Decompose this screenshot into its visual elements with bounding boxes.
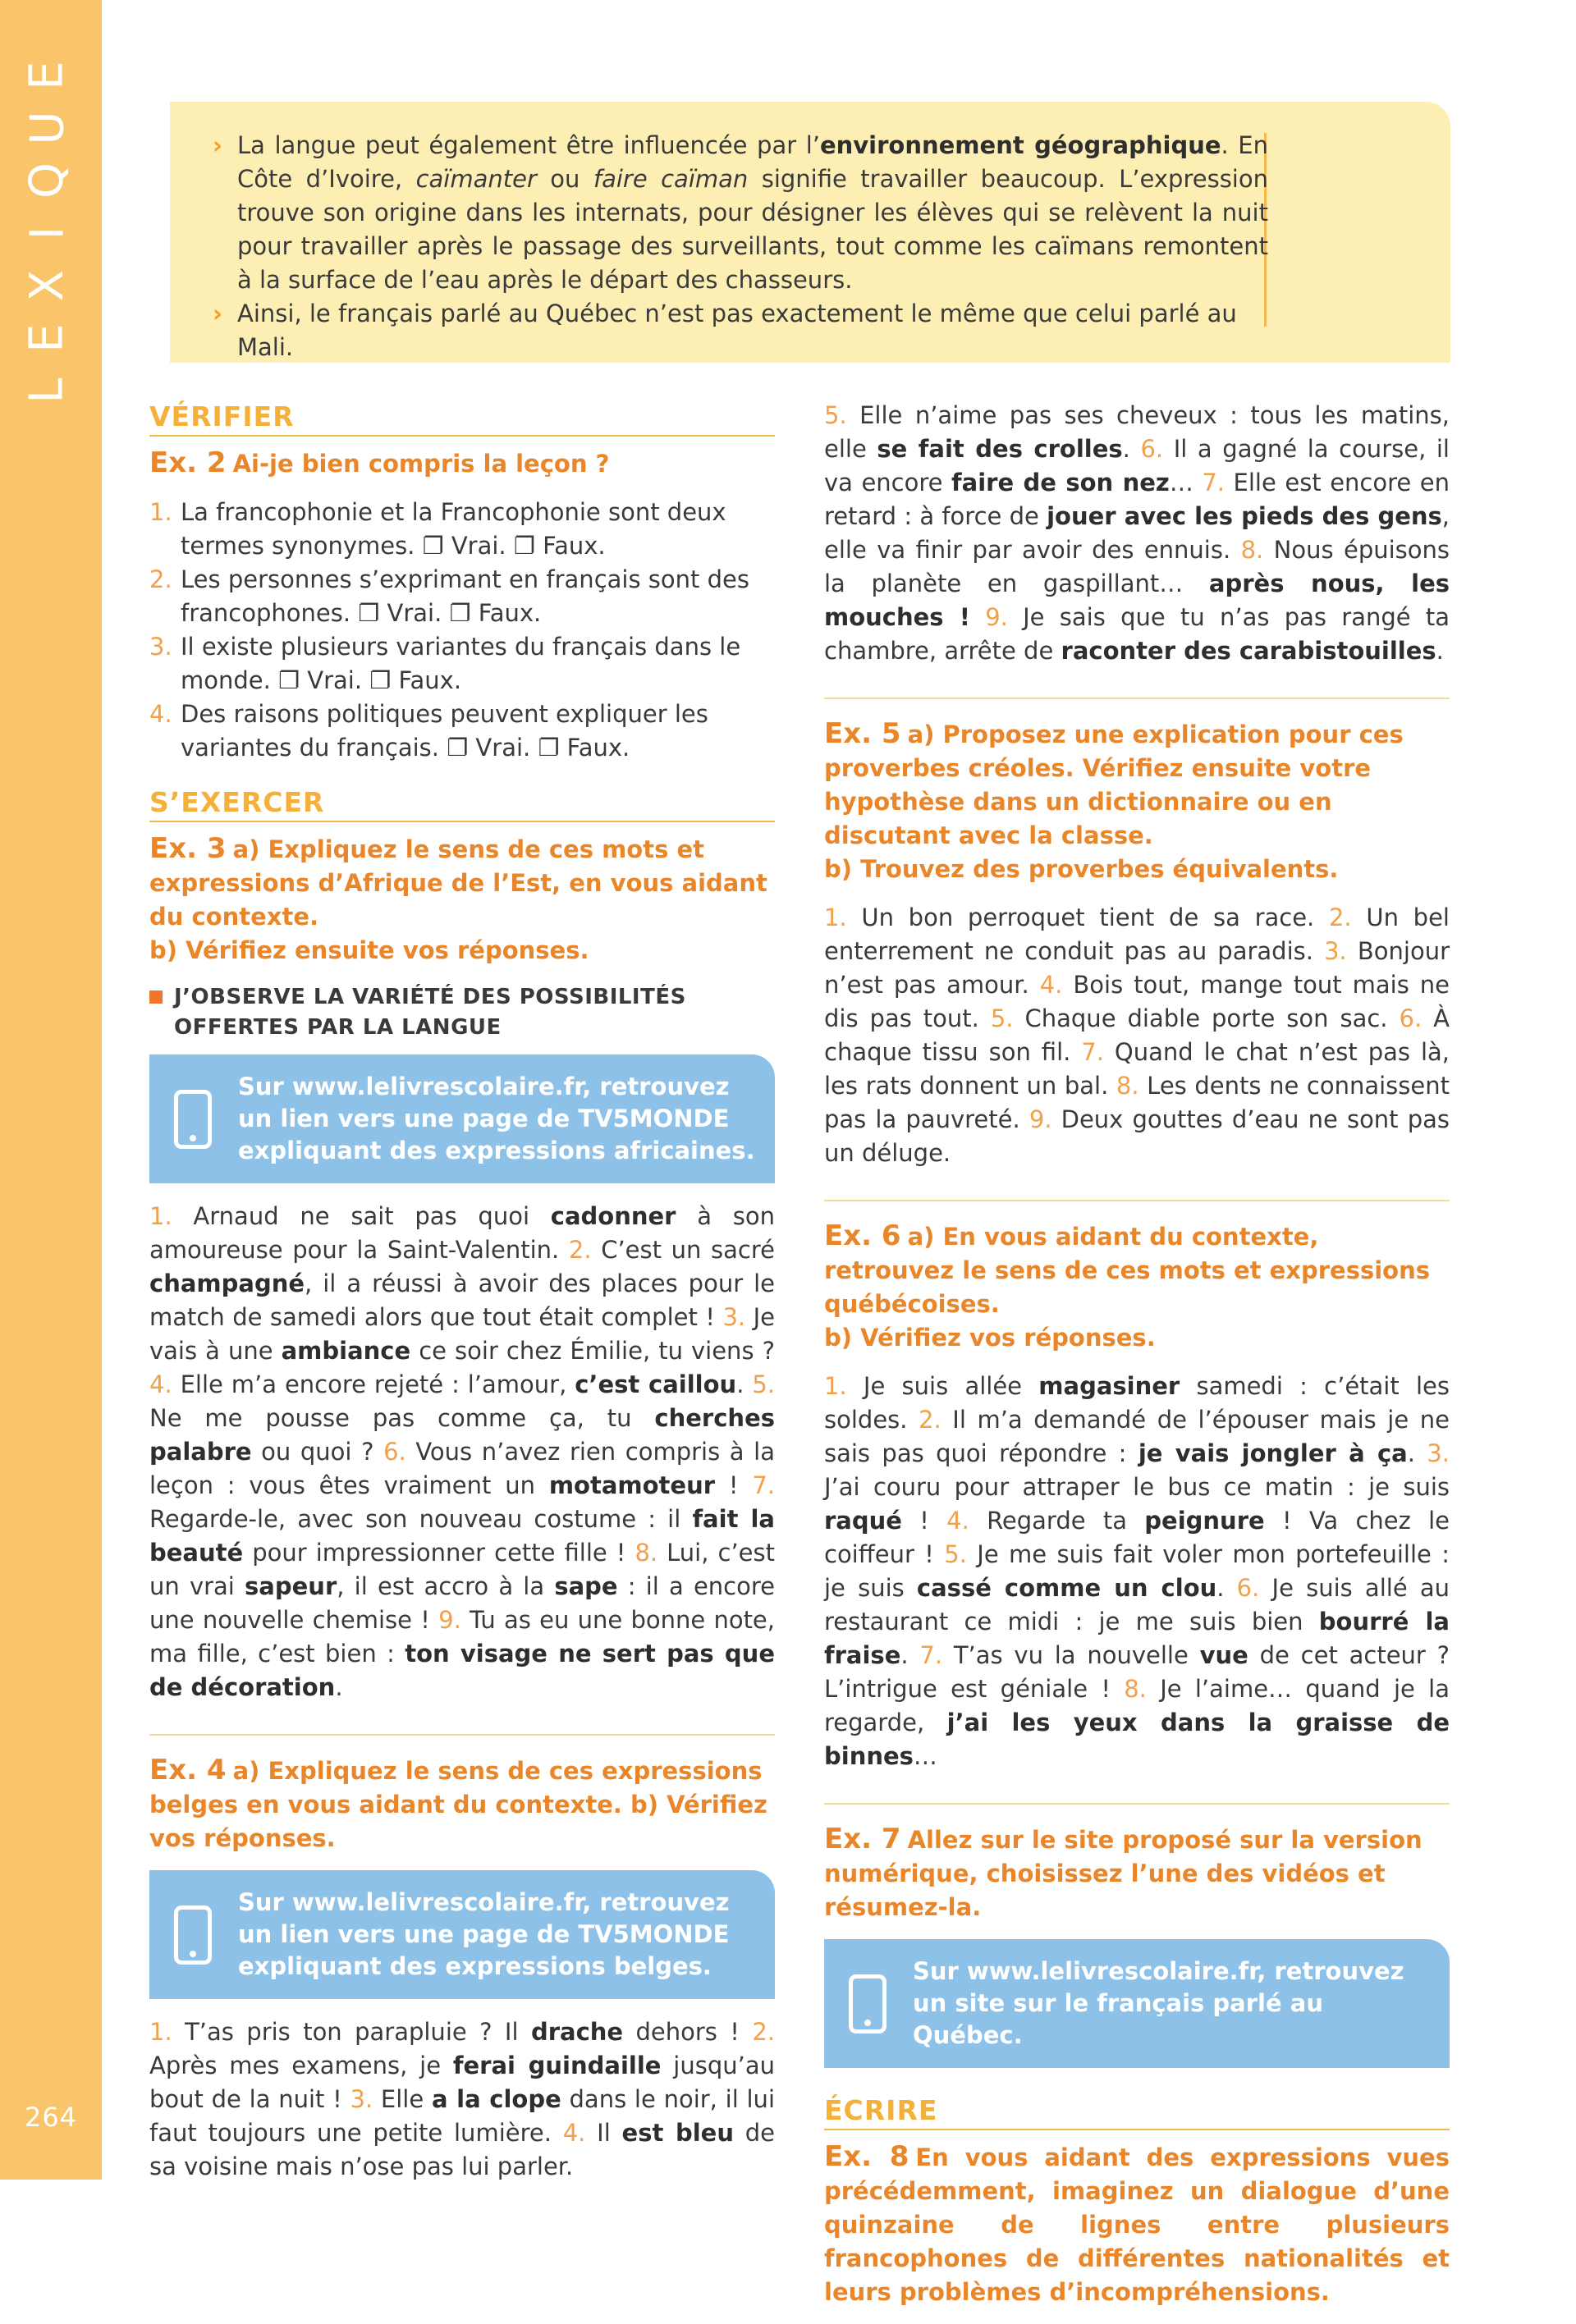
title-letter: L	[20, 377, 74, 404]
exercise-number: Ex. 2	[149, 446, 227, 479]
list-item	[149, 496, 775, 563]
expression-bold: j’ai les yeux dans la graisse de binnes	[824, 1709, 1450, 1770]
text-span: .	[736, 1370, 753, 1398]
exercise-title: Ai-je bien compris la leçon ?	[232, 450, 610, 478]
item-number: 5.	[824, 401, 847, 429]
text-span: Bois tout, mange tout mais ne dis pas tout.	[824, 971, 1450, 1032]
item-number: 9.	[438, 1606, 461, 1634]
intro-italic: caïmanter	[415, 165, 537, 193]
text-span: Vous n’avez rien compris à la leçon : vous êtes vraiment un	[149, 1438, 775, 1499]
expression-bold: après nous, les mouches !	[824, 570, 1450, 631]
chevron-icon: ›	[213, 300, 222, 327]
list-item	[149, 630, 775, 698]
expression-bold: jouer avec les pieds des gens	[1047, 502, 1442, 530]
exercise-8-title	[824, 2140, 1450, 2309]
intro-text-span: La langue peut également être influencée par l’	[237, 131, 820, 159]
resource-link-text[interactable]: Sur www.lelivrescolaire.fr, retrouvez un lien vers une page de TV5MONDE expliquant des expressions belges.	[238, 1888, 730, 1980]
text-span: .	[1436, 637, 1444, 665]
section-heading-ecrire: ÉCRIRE	[824, 2093, 1450, 2130]
intro-text-span: Ainsi, le français parlé au Québec n’est pas exactement le même que celui parlé au Mali.	[237, 300, 1237, 361]
expression-bold: fait la beauté	[149, 1505, 775, 1567]
text-span: …	[1169, 469, 1203, 496]
expression-bold: raconter des carabistouilles	[1061, 637, 1436, 665]
expression-bold: ton visage ne sert pas que de décoration	[149, 1640, 775, 1701]
text-span: de sa voisine mais n’ose pas lui parler.	[149, 2119, 776, 2180]
text-span: jusqu’au bout de la nuit !	[149, 2052, 775, 2113]
left-column	[149, 399, 775, 2184]
text-span: dehors !	[623, 2018, 753, 2046]
text-span: ou quoi ?	[251, 1438, 384, 1466]
item-text: Des raisons politiques peuvent expliquer les variantes du français. ❐ Vrai. ❐ Faux.	[181, 700, 708, 762]
resource-link-text[interactable]: Sur www.lelivrescolaire.fr, retrouvez un site sur le français parlé au Québec.	[913, 1957, 1404, 2049]
text-span: Les dents ne connaissent pas la pauvreté.	[824, 1072, 1450, 1133]
text-span: Je sais que tu n’as pas rangé ta chambre, arrête de	[824, 603, 1450, 665]
item-number: 7.	[752, 1471, 775, 1499]
item-number: 1.	[824, 1372, 847, 1400]
text-span: J’ai couru pour attraper le bus ce matin : je suis	[824, 1473, 1450, 1501]
divider	[149, 1734, 775, 1736]
exercise-2-list	[149, 496, 775, 765]
text-span: T’as vu la nouvelle	[942, 1641, 1200, 1669]
text-span: !	[901, 1507, 947, 1535]
item-number: 4.	[149, 700, 172, 728]
resource-link-box[interactable]	[149, 1870, 775, 1999]
text-span: .	[1216, 1574, 1237, 1602]
text-span: .	[900, 1641, 920, 1669]
text-span: .	[1122, 435, 1141, 463]
title-letter: E	[20, 323, 74, 353]
text-span: à son amoureuse pour la Saint-Valentin.	[149, 1202, 775, 1264]
exercise-title: a) Expliquez le sens de ces mots et expressions d’Afrique de l’Est, en vous aidant du contexte.	[149, 835, 767, 931]
item-number: 5.	[990, 1004, 1014, 1032]
item-number: 2.	[752, 2018, 775, 2046]
title-letter: U	[21, 111, 74, 145]
item-number: 8.	[1116, 1072, 1139, 1100]
exercise-3-text	[149, 1200, 775, 1704]
expression-bold: peignure	[1144, 1507, 1265, 1535]
resource-link-text[interactable]: Sur www.lelivrescolaire.fr, retrouvez un lien vers une page de TV5MONDE expliquant des expressions africaines.	[238, 1073, 755, 1164]
exercise-title-b: b) Trouvez des proverbes équivalents.	[824, 855, 1339, 883]
item-text: Les personnes s’exprimant en français sont des francophones. ❐ Vrai. ❐ Faux.	[181, 565, 749, 627]
text-span: Elle	[373, 2085, 432, 2113]
text-span: dans le noir, il lui faut toujours une petite lumière.	[149, 2085, 775, 2147]
item-number: 7.	[919, 1641, 943, 1669]
resource-link-box[interactable]	[824, 1939, 1450, 2068]
expression-bold: bourré la fraise	[824, 1608, 1450, 1669]
intro-text	[213, 129, 1268, 364]
expression-bold: champagné	[149, 1270, 305, 1297]
exercise-title-b: b) Vérifiez vos réponses.	[824, 1324, 1156, 1352]
text-span: Il m’a demandé de l’épouser mais je ne sais pas quoi répondre :	[824, 1406, 1450, 1467]
text-span: Il a gagné la course, il va encore	[824, 435, 1450, 496]
text-span: Arnaud ne sait pas quoi	[172, 1202, 551, 1230]
expression-bold: a la clope	[431, 2085, 561, 2113]
expression-bold: vue	[1199, 1641, 1248, 1669]
item-number: 7.	[1081, 1038, 1104, 1066]
expression-bold: est bleu	[621, 2119, 734, 2147]
text-span: À chaque tissu son fil.	[824, 1004, 1450, 1066]
title-letter: E	[20, 61, 74, 90]
exercise-title-b: b) Vérifiez ensuite vos réponses.	[149, 936, 589, 964]
text-span: Je vais à une	[149, 1303, 775, 1365]
exercise-4-text-continued	[824, 399, 1450, 668]
item-number: 2.	[919, 1406, 941, 1434]
item-number: 3.	[1324, 937, 1347, 965]
expression-bold: magasiner	[1038, 1372, 1180, 1400]
item-number: 4.	[562, 2119, 586, 2147]
text-span: Il	[585, 2119, 622, 2147]
item-number: 6.	[1140, 435, 1164, 463]
resource-link-box[interactable]	[149, 1054, 775, 1183]
section-heading-verifier: VÉRIFIER	[149, 399, 775, 437]
expression-bold: se fait des crolles	[877, 435, 1123, 463]
item-text: La francophonie et la Francophonie sont deux termes synonymes. ❐ Vrai. ❐ Faux.	[181, 498, 726, 560]
exercise-number: Ex. 8	[824, 2140, 909, 2173]
exercise-title: a) En vous aidant du contexte, retrouvez le sens de ces mots et expressions québécoises.	[824, 1223, 1431, 1318]
item-number: 2.	[1328, 904, 1352, 931]
text-span: Un bel enterrement ne conduit pas au paradis.	[824, 904, 1450, 965]
title-letter: I	[20, 226, 74, 240]
text-span: Lui, c’est un vrai	[149, 1539, 775, 1600]
text-span: Chaque diable porte son sac.	[1013, 1004, 1400, 1032]
item-number: 6.	[1399, 1004, 1423, 1032]
expression-bold: ambiance	[281, 1337, 411, 1365]
intro-paragraph-2	[213, 297, 1268, 364]
text-span: …	[913, 1742, 937, 1770]
text-span: Je l’aime… quand je la regarde,	[824, 1675, 1450, 1736]
exercise-title: Allez sur le site proposé sur la version numérique, choisissez l’une des vidéos et résumez-la.	[824, 1826, 1423, 1921]
intro-text-span: ou	[536, 165, 593, 193]
exercise-5-text	[824, 901, 1450, 1170]
text-span: de cet acteur ? L’intrigue est géniale !	[824, 1641, 1450, 1703]
intro-italic: faire caïman	[593, 165, 749, 193]
item-number: 5.	[944, 1540, 967, 1568]
exercise-5-title	[824, 717, 1450, 886]
phone-icon	[174, 1090, 212, 1149]
title-letter: X	[21, 269, 74, 302]
section-title-vertical	[20, 49, 75, 417]
text-span: Deux gouttes d’eau ne sont pas un déluge.	[824, 1105, 1450, 1167]
exercise-6-title	[824, 1219, 1450, 1355]
observe-note	[149, 982, 775, 1043]
exercise-7-title	[824, 1823, 1450, 1924]
text-span: , elle va finir par avoir des ennuis.	[824, 502, 1450, 564]
item-number: 3.	[1427, 1439, 1450, 1467]
chevron-icon: ›	[213, 131, 222, 159]
text-span: : il a encore une nouvelle chemise !	[149, 1572, 775, 1634]
item-number: 1.	[824, 904, 847, 931]
exercise-number: Ex. 6	[824, 1219, 901, 1252]
item-number: 3.	[149, 633, 172, 661]
text-span: Elle est encore en retard : à force de	[824, 469, 1450, 530]
text-span: Bonjour n’est pas amour.	[824, 937, 1450, 999]
item-number: 8.	[1124, 1675, 1147, 1703]
square-bullet-icon	[149, 990, 163, 1004]
text-span: ! Va chez le coiffeur !	[824, 1507, 1450, 1568]
item-number: 7.	[1202, 469, 1226, 496]
expression-bold: sape	[554, 1572, 618, 1600]
item-number: 3.	[350, 2085, 373, 2113]
item-number: 6.	[1236, 1574, 1260, 1602]
expression-bold: cherches palabre	[149, 1404, 775, 1466]
intro-text-span: signifie travailler beaucoup. L’expression trouve son origine dans les internats, pour désigner les élèves qui se relèvent la nuit pour travailler après le passage des surveillants, tout comme les caïmans remontent à la surface de l’eau après le départ des chasseurs.	[237, 165, 1268, 294]
text-span: C’est un sacré	[591, 1236, 776, 1264]
phone-icon	[849, 1974, 886, 2034]
text-span: ce soir chez Émilie, tu viens ?	[410, 1337, 775, 1365]
item-number: 8.	[1240, 536, 1264, 564]
phone-icon	[174, 1905, 212, 1965]
exercise-4-title	[149, 1754, 775, 1855]
item-number: 1.	[149, 498, 172, 526]
text-span: T’as pris ton parapluie ? Il	[172, 2018, 531, 2046]
exercise-6-text	[824, 1370, 1450, 1773]
exercise-2-title	[149, 446, 775, 481]
text-span	[970, 603, 985, 631]
item-number: 3.	[722, 1303, 746, 1331]
item-number: 2.	[568, 1236, 592, 1264]
expression-bold: faire de son nez	[951, 469, 1170, 496]
list-item	[149, 563, 775, 630]
intro-bold: environnement géographique	[819, 131, 1221, 159]
text-span: , il est accro à la	[337, 1572, 555, 1600]
text-span: Après mes examens, je	[149, 2052, 453, 2079]
text-span: Elle n’aime pas ses cheveux : tous les matins, elle	[824, 401, 1450, 463]
exercise-title: a) Expliquez le sens de ces expressions belges en vous aidant du contexte. b) Vérifiez vos réponses.	[149, 1757, 767, 1852]
item-number: 9.	[985, 603, 1008, 631]
text-span: !	[715, 1471, 753, 1499]
item-number: 9.	[1029, 1105, 1052, 1133]
text-span: Un bon perroquet tient de sa race.	[846, 904, 1329, 931]
exercise-number: Ex. 4	[149, 1754, 227, 1786]
item-number: 4.	[1039, 971, 1063, 999]
expression-bold: sapeur	[245, 1572, 337, 1600]
item-number: 4.	[946, 1507, 969, 1535]
divider	[824, 1803, 1450, 1805]
item-number: 4.	[149, 1370, 172, 1398]
text-span: Elle m’a encore rejeté : l’amour,	[172, 1370, 575, 1398]
item-number: 2.	[149, 565, 172, 593]
section-heading-sexercer: S’EXERCER	[149, 785, 775, 822]
exercise-title: a) Proposez une explication pour ces proverbes créoles. Vérifiez ensuite votre hypothèse dans un dictionnaire ou en discutant avec la classe.	[824, 721, 1404, 849]
expression-bold: cassé comme un clou	[916, 1574, 1217, 1602]
intro-paragraph-1	[213, 129, 1268, 297]
text-span: .	[1407, 1439, 1427, 1467]
divider	[824, 1200, 1450, 1201]
text-span: Quand le chat n’est pas là, les rats donnent un bal.	[824, 1038, 1450, 1100]
exercise-3-title	[149, 832, 775, 968]
text-span: Regarde ta	[969, 1507, 1145, 1535]
text-span: Regarde-le, avec son nouveau costume : il	[149, 1505, 693, 1533]
item-number: 6.	[383, 1438, 406, 1466]
sidebar	[0, 0, 102, 2180]
expression-bold: cadonner	[550, 1202, 676, 1230]
text-span: Tu as eu une bonne note, ma fille, c’est bien :	[149, 1606, 775, 1668]
item-text: Il existe plusieurs variantes du français dans le monde. ❐ Vrai. ❐ Faux.	[181, 633, 741, 694]
expression-bold: c’est caillou	[575, 1370, 737, 1398]
divider	[824, 698, 1450, 699]
page-number: 264	[25, 2102, 78, 2133]
expression-bold: ferai guindaille	[452, 2052, 662, 2079]
intro-text-span: . En Côte d’Ivoire,	[237, 131, 1268, 193]
text-span: Je suis allé au restaurant ce midi : je me suis bien	[824, 1574, 1450, 1635]
text-span: .	[335, 1673, 343, 1701]
text-span: Je suis allée	[846, 1372, 1039, 1400]
title-letter: Q	[21, 162, 75, 199]
text-span: pour impressionner cette fille !	[243, 1539, 635, 1567]
observe-text: J’OBSERVE LA VARIÉTÉ DES POSSIBILITÉS OFFERTES PAR LA LANGUE	[174, 985, 686, 1040]
text-span: Nous épuisons la planète en gaspillant…	[824, 536, 1450, 597]
item-number: 8.	[635, 1539, 658, 1567]
expression-bold: je vais jongler à ça	[1138, 1439, 1408, 1467]
item-number: 1.	[149, 1202, 172, 1230]
exercise-number: Ex. 5	[824, 717, 901, 750]
expression-bold: drache	[530, 2018, 624, 2046]
right-column	[824, 399, 1450, 2324]
text-span: Je me suis fait voler mon portefeuille : je suis	[824, 1540, 1450, 1602]
expression-bold: motamoteur	[548, 1471, 716, 1499]
item-number: 1.	[149, 2018, 172, 2046]
expression-bold: raqué	[824, 1507, 902, 1535]
exercise-title: En vous aidant des expressions vues précédemment, imaginez un dialogue d’une quinzaine de lignes entre plusieurs francophones de différentes nationalités et leurs problèmes d’incompréhensions.	[824, 2143, 1450, 2306]
text-span: Ne me pousse pas comme ça, tu	[149, 1404, 655, 1432]
exercise-4-text	[149, 2015, 775, 2184]
list-item	[149, 698, 775, 765]
exercise-number: Ex. 3	[149, 832, 227, 865]
text-span: samedi : c’était les soldes.	[824, 1372, 1450, 1434]
text-span: , il a réussi à avoir des places pour le match de samedi alors que tout était complet !	[149, 1270, 775, 1331]
exercise-number: Ex. 7	[824, 1823, 901, 1855]
item-number: 5.	[752, 1370, 775, 1398]
